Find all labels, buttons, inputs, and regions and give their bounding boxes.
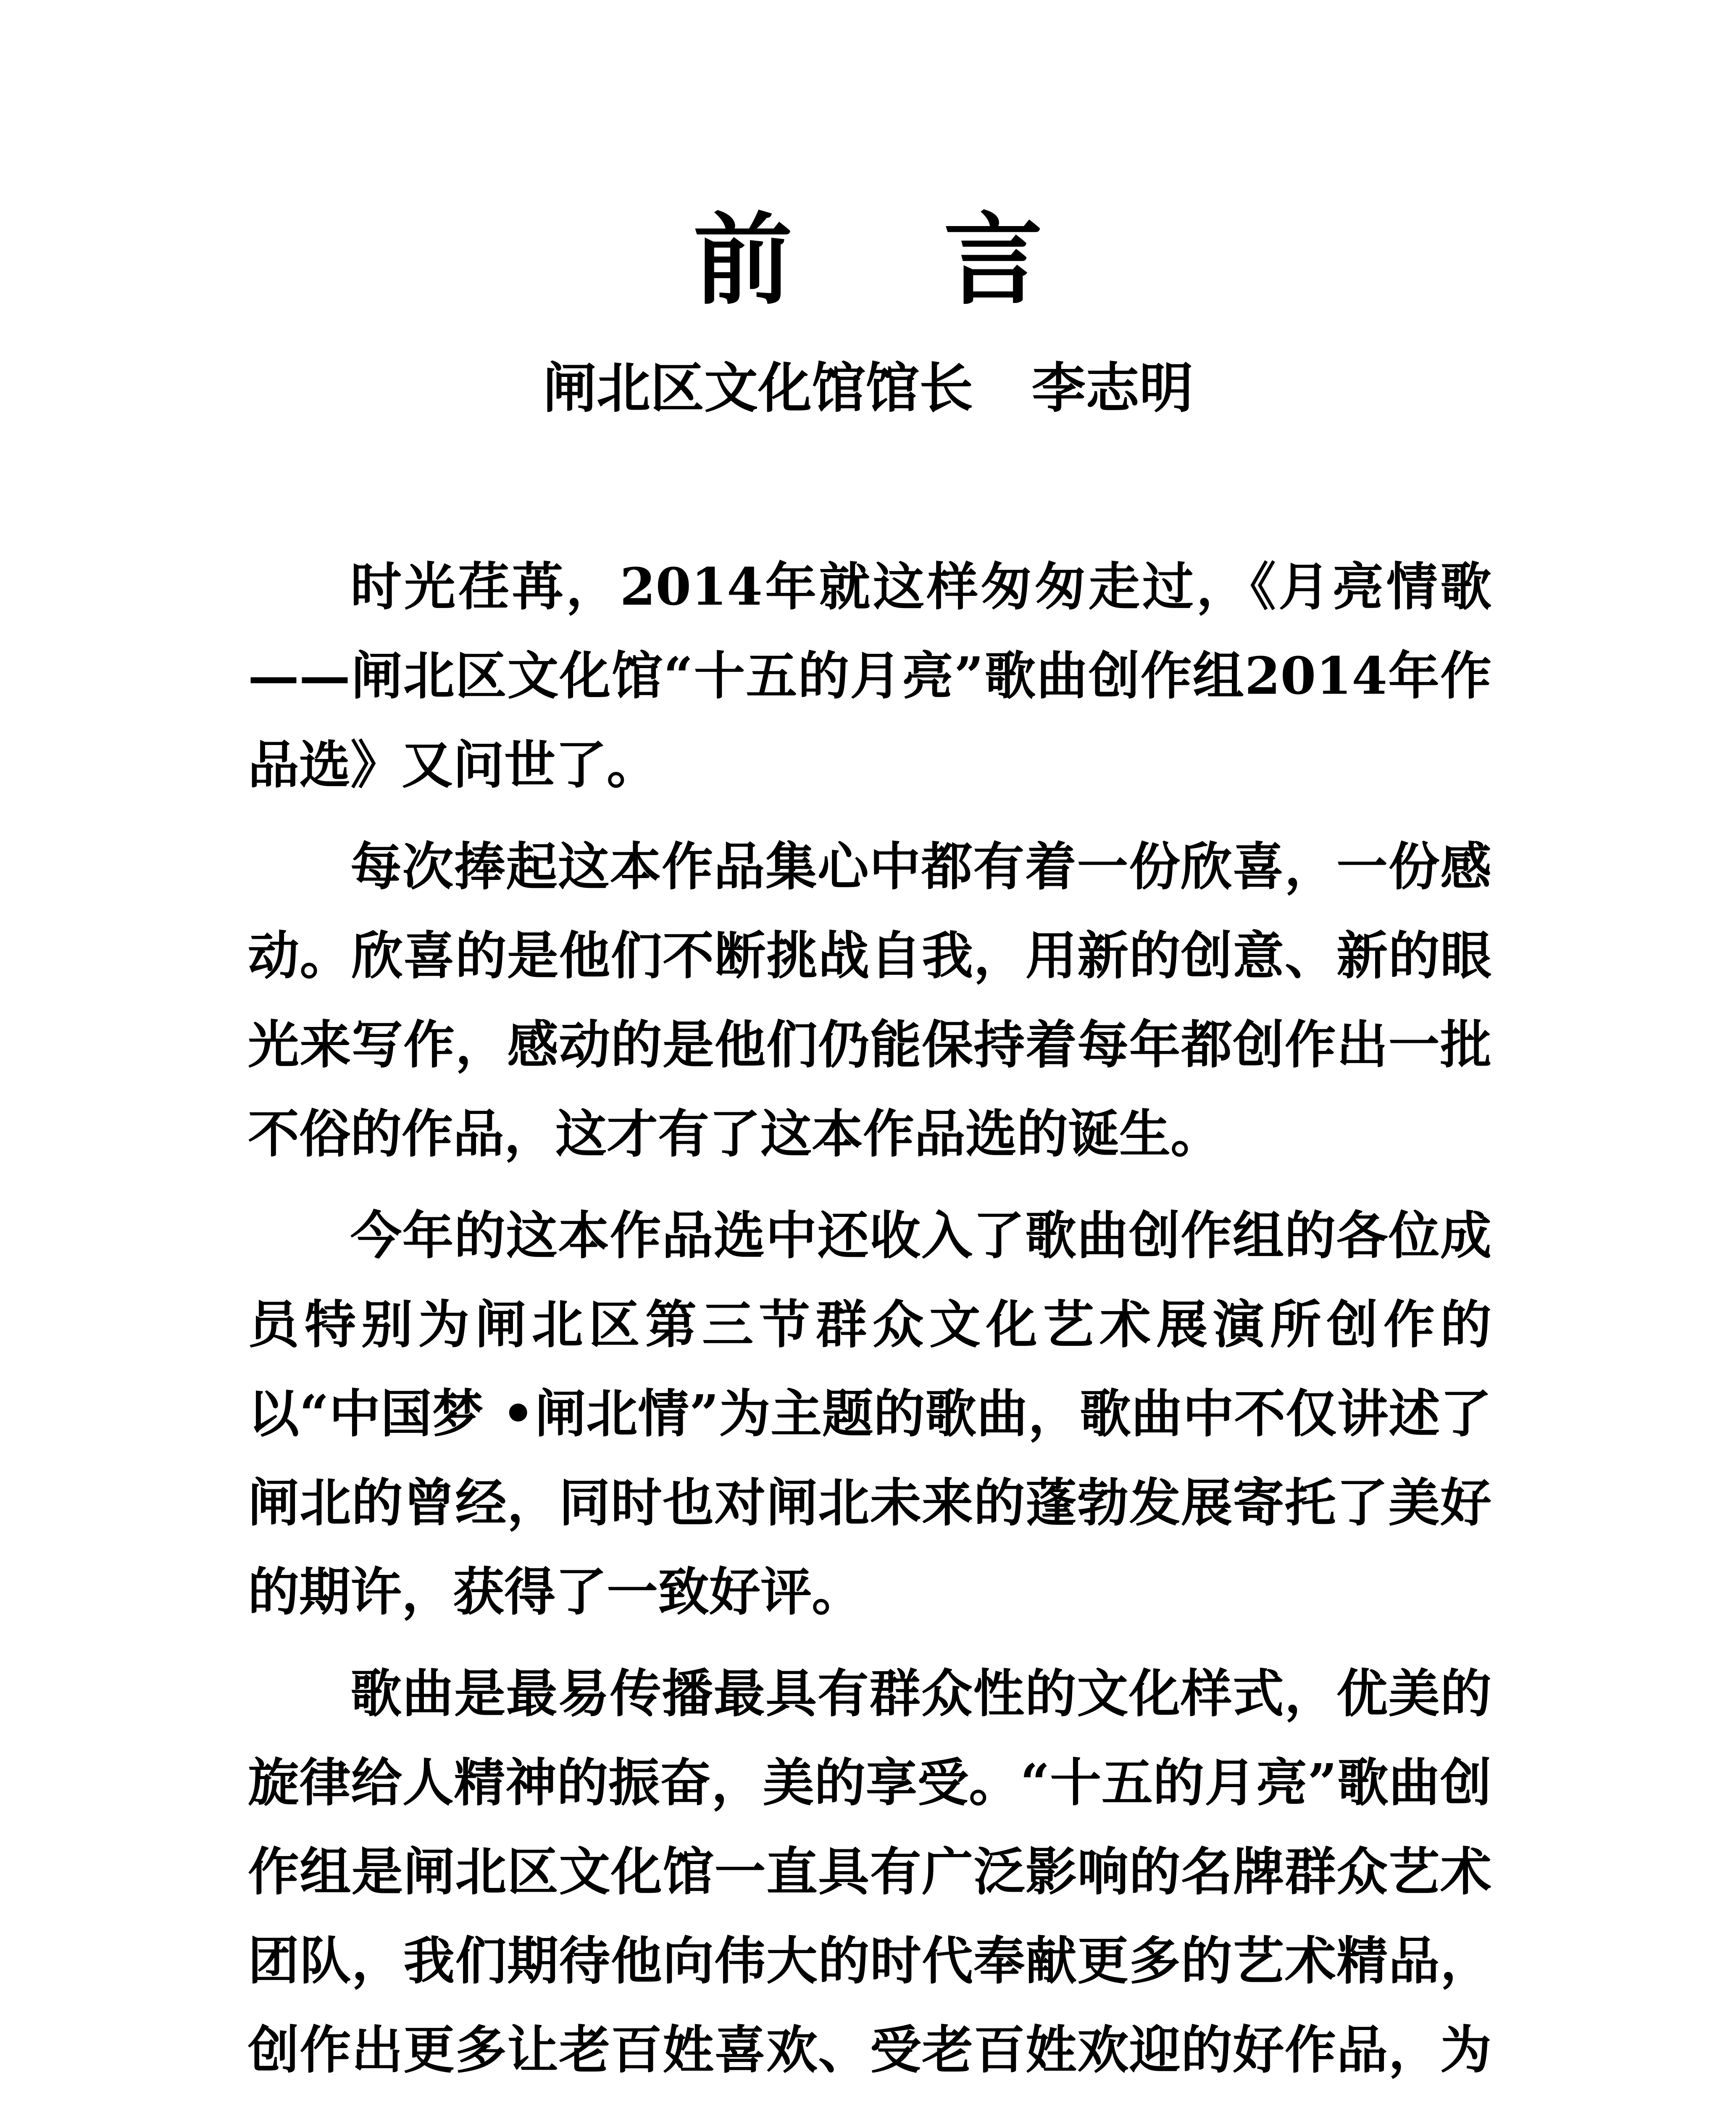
title-char-2: 言 xyxy=(944,201,1043,318)
author-name: 李志明 xyxy=(1032,357,1194,420)
paragraph: 时光荏苒，2014年就这样匆匆走过，《月亮情歌——闸北区文化馆“十五的月亮”歌曲创作组2014年作品选》又问世了。 xyxy=(248,556,1491,795)
paragraph: 今年的这本作品选中还收入了歌曲创作组的各位成员特别为闸北区第三节群众文化艺术展演所创作的以“中国梦 •闸北情”为主题的歌曲，歌曲中不仅讲述了闸北的曾经，同时也对闸北未来的蓬勃发展寄托了美好的期许，获得了一致好评。 xyxy=(248,1205,1491,1622)
page-title xyxy=(0,201,1736,318)
paragraph: 每次捧起这本作品集心中都有着一份欣喜，一份感动。欣喜的是他们不断挑战自我，用新的创意、新的眼光来写作，感动的是他们仍能保持着每年都创作出一批不俗的作品，这才有了这本作品选的诞生。 xyxy=(248,836,1491,1164)
title-char-1: 前 xyxy=(693,201,792,318)
author-role: 闸北区文化馆馆长 xyxy=(542,357,973,420)
paragraph: 歌曲是最易传播最具有群众性的文化样式，优美的旋律给人精神的振奋，美的享受。“十五的月亮”歌曲创作组是闸北区文化馆一直具有广泛影响的名牌群众艺术团队，我们期待他向伟大的时代奉献更多的艺术精品，创作出更多让老百姓喜欢、受老百姓欢迎的好作品，为 xyxy=(248,1663,1491,2080)
body-text xyxy=(248,542,1491,2101)
author-line xyxy=(0,357,1736,420)
